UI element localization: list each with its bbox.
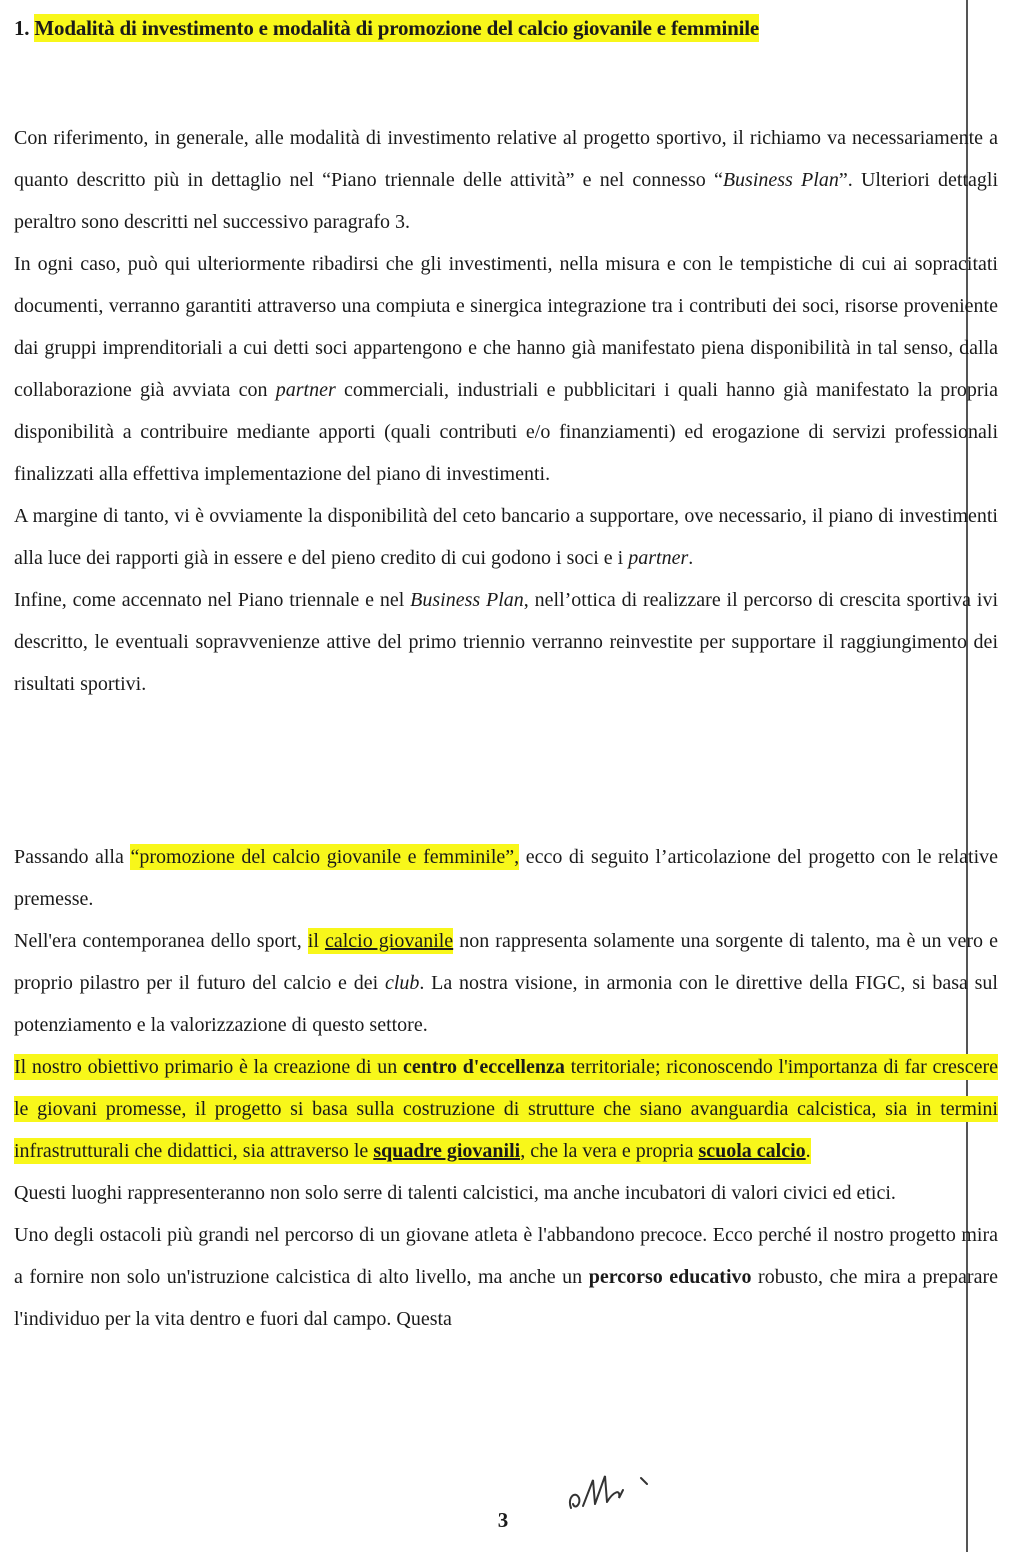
- paragraph-investimenti: In ogni caso, può qui ulteriormente ribadirsi che gli investimenti, nella misura e con le tempistiche di cui ai sopracitati documenti, verranno garantiti attraverso una compiuta e sinergica integrazione tra i contributi dei soci, risorse proveniente dai gruppi imprenditoriali a cui detti soci appartengono e che hanno già manifestato piena disponibilità in tal senso, dalla collaborazione già avviata con partner commerciali, industriali e pubblicitari i quali hanno già manifestato la propria disponibilità a contribuire mediante apporti (quali contributi e/o finanziamenti) ed erogazione di servizi professionali finalizzati alla effettiva implementazione del piano di investimenti.: [14, 253, 998, 485]
- text-block-investimento: [14, 117, 998, 705]
- highlight-calcio-giovanile: calcio giovanile: [324, 930, 454, 952]
- paragraph-riferimento: Con riferimento, in generale, alle modalità di investimento relative al progetto sportivo, il richiamo va necessariamente a quanto descritto più in dettaglio nel “Piano triennale delle attività” e nel connesso “Business Plan”. Ulteriori dettagli peraltro sono descritti nel successivo paragrafo 3.: [14, 127, 999, 233]
- section-heading: [14, 16, 759, 41]
- section-number: 1.: [14, 16, 30, 40]
- paragraph-obiettivo-primario: Il nostro obiettivo primario è la creazione di un centro d'eccellenza territoriale; riconoscendo l'importanza di far crescere le giovani promesse, il progetto si basa sulla costruzione di strutture che siano avanguardia calcistica, sia in termini infrastrutturali che didattici, sia attraverso le squadre giovanili, che la vera e propria scuola calcio.: [14, 1056, 999, 1162]
- paragraph-sopravvenienze: Infine, come accennato nel Piano triennale e nel Business Plan, nell’ottica di realizzare il percorso di crescita sportiva ivi descritto, le eventuali sopravvenienze attive del primo triennio verranno reinvestite per supportare il raggiungimento dei risultati sportivi.: [14, 589, 998, 695]
- page-number: 3: [497, 1508, 509, 1532]
- text-block-promozione: [14, 836, 998, 1340]
- paragraph-valori: Questi luoghi rappresenteranno non solo serre di talenti calcistici, ma anche incubatori di valori civici ed etici.: [14, 1182, 896, 1204]
- paragraph-abbandono: Uno degli ostacoli più grandi nel percorso di un giovane atleta è l'abbandono precoce. Ecco perché il nostro progetto mira a fornire non solo un'istruzione calcistica di alto livello, ma anche un percorso educativo robusto, che mira a preparare l'individuo per la vita dentro e fuori dal campo. Questa: [14, 1224, 998, 1330]
- signature-scribble: [561, 1468, 671, 1518]
- paragraph-calcio-giovanile: Nell'era contemporanea dello sport, il calcio giovanile non rappresenta solamente una sorgente di talento, ma è un vero e proprio pilastro per il futuro del calcio e dei club. La nostra visione, in armonia con le direttive della FIGC, si basa sul potenziamento e la valorizzazione di questo settore.: [14, 930, 998, 1036]
- highlight-promozione: “promozione del calcio giovanile e femminile”,: [130, 846, 520, 868]
- section-title-highlighted: Modalità di investimento e modalità di promozione del calcio giovanile e femminile: [34, 16, 759, 40]
- paragraph-ceto-bancario: A margine di tanto, vi è ovviamente la disponibilità del ceto bancario a supportare, ove necessario, il piano di investimenti alla luce dei rapporti già in essere e del pieno credito di cui godono i soci e i partner.: [14, 505, 998, 569]
- paragraph-promozione: Passando alla “promozione del calcio giovanile e femminile”, ecco di seguito l’articolazione del progetto con le relative premesse.: [14, 846, 999, 910]
